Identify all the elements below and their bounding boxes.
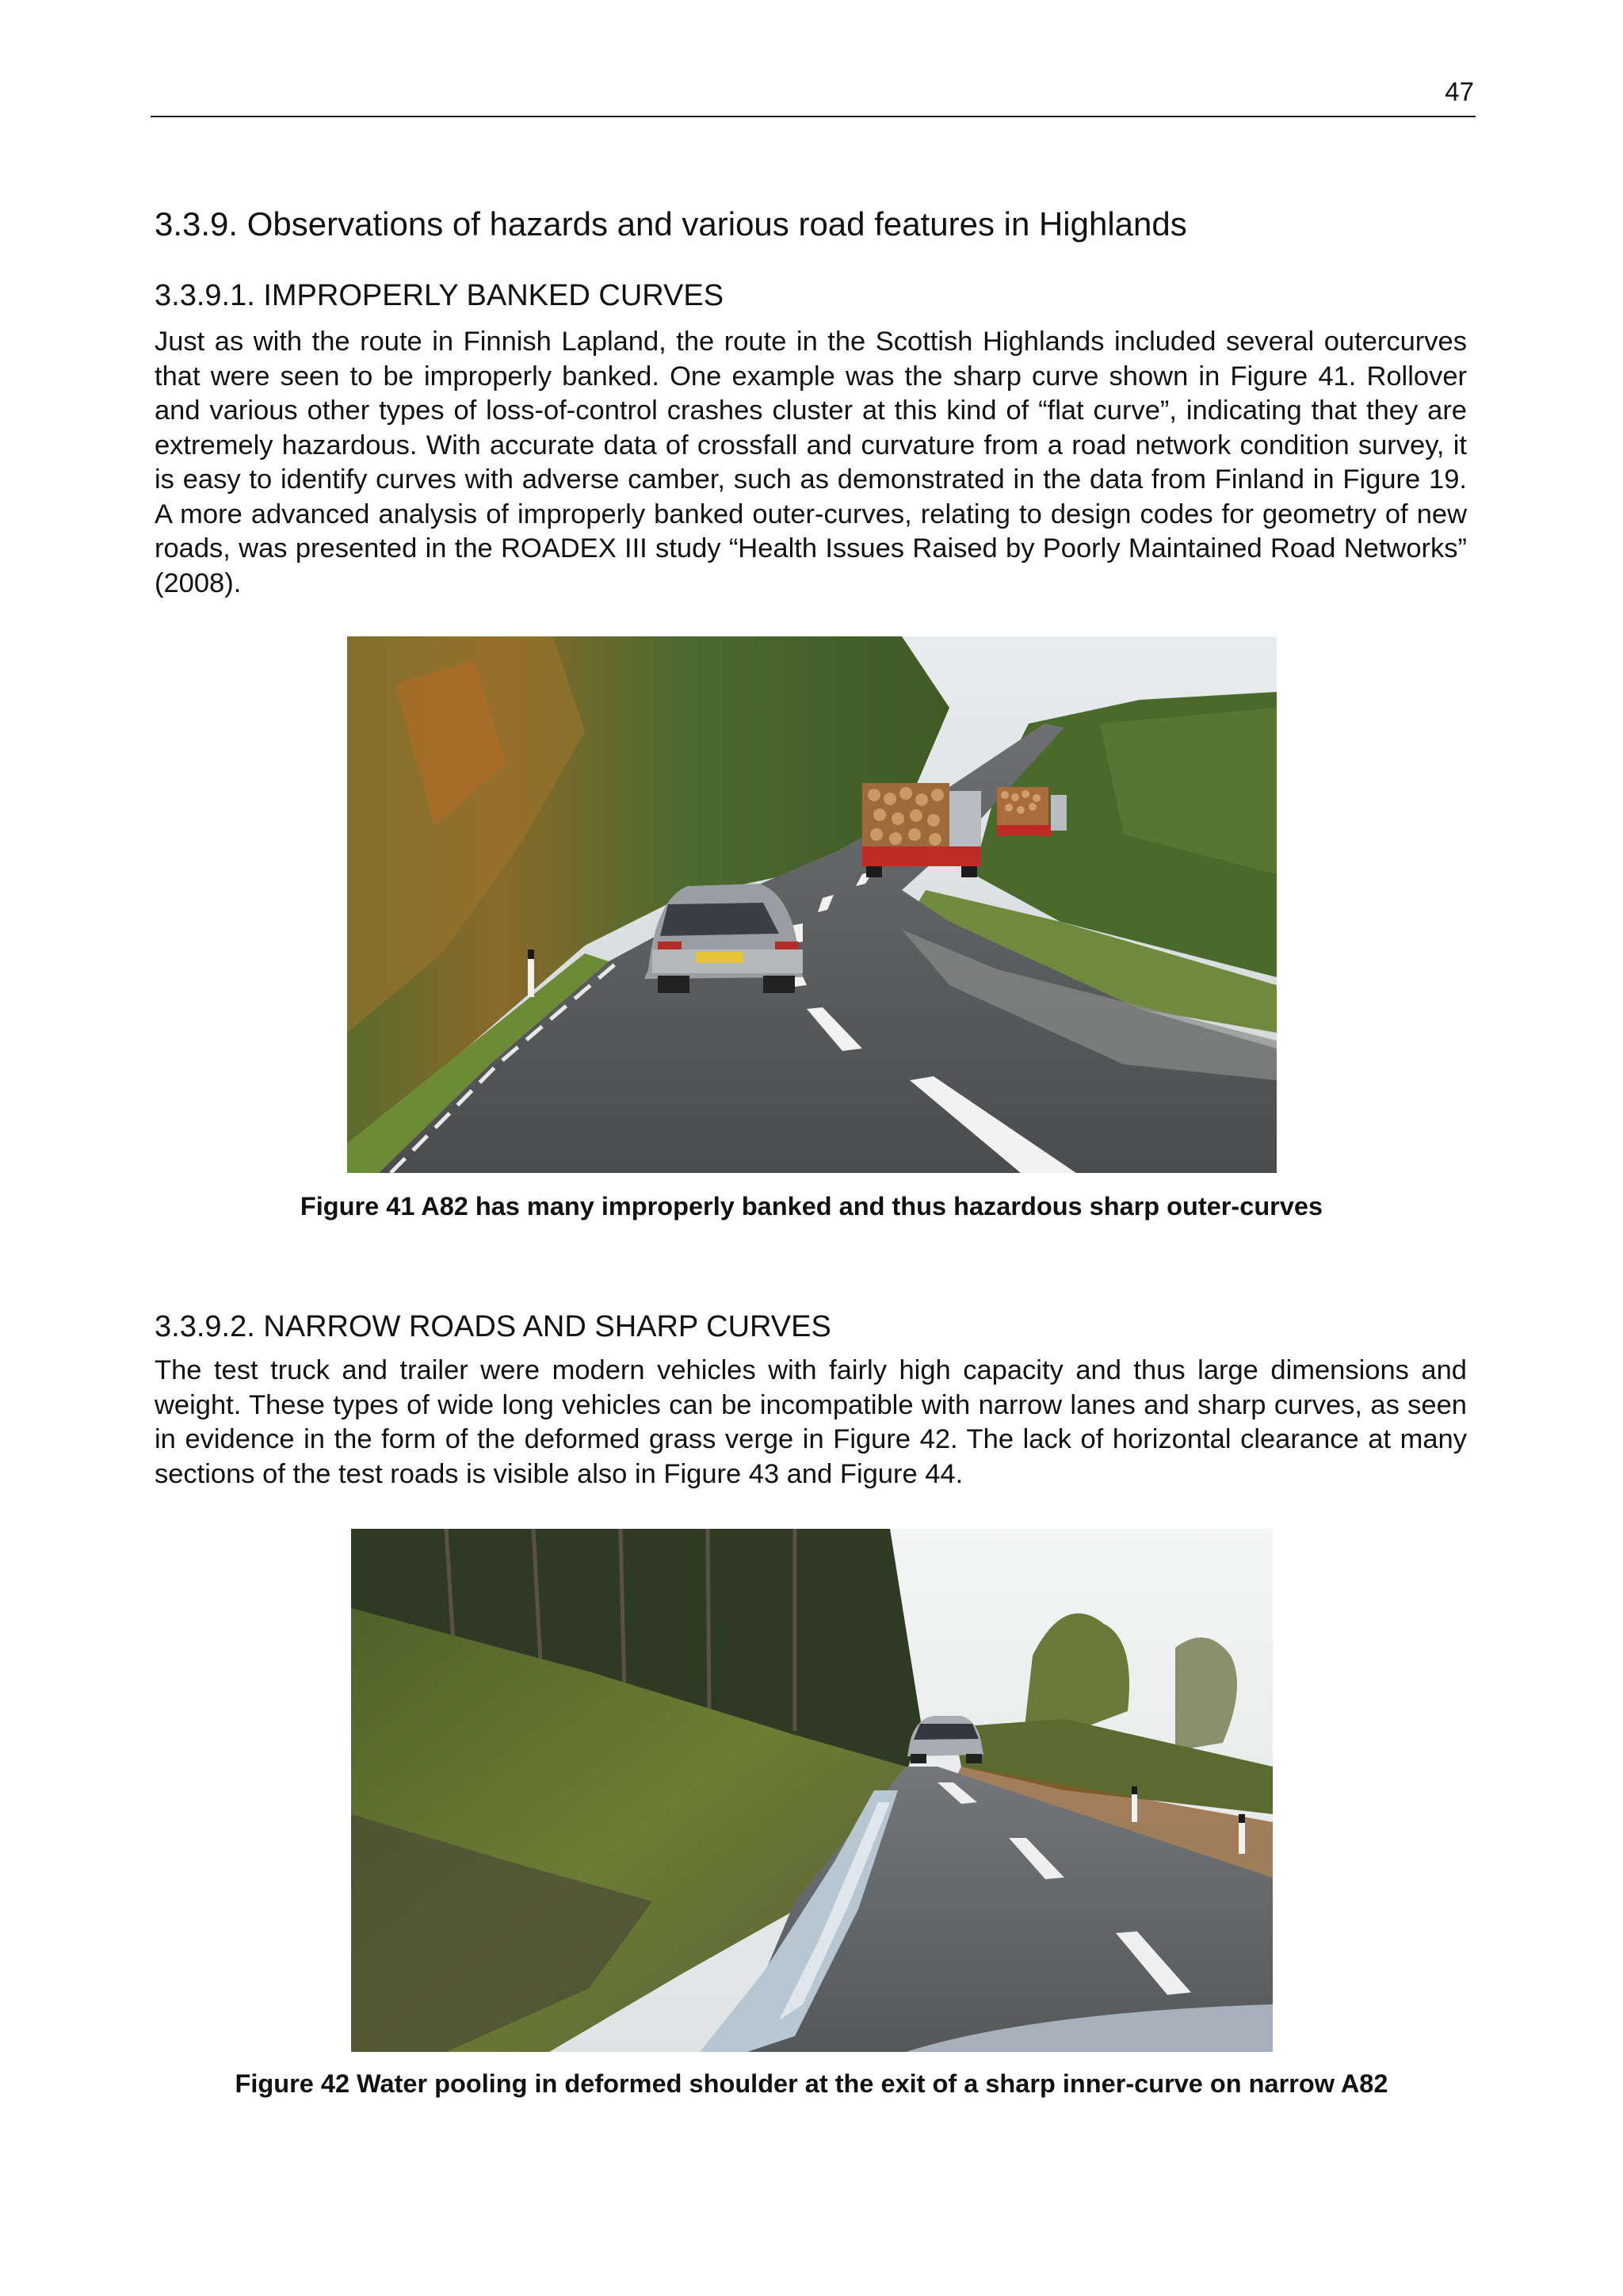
subsection-heading-narrow-roads: 3.3.9.2. NARROW ROADS AND SHARP CURVES: [155, 1310, 831, 1343]
figure-42-caption: Figure 42 Water pooling in deformed shoulder at the exit of a sharp inner-curve on narrow A82: [235, 2069, 1388, 2098]
subsection-heading-banked-curves: 3.3.9.1. IMPROPERLY BANKED CURVES: [155, 279, 724, 312]
section-heading: 3.3.9. Observations of hazards and various road features in Highlands: [155, 205, 1187, 243]
body-paragraph-banked-curves: Just as with the route in Finnish Lapland, the route in the Scottish Highlands included several outercurves that were seen to be improperly banked. One example was the sharp curve shown in Figure 41. Rollover and various other types of loss-of-control crashes cluster at this kind of “flat curve”, indicating that they are extremely hazardous. With accurate data of crossfall and curvature from a road network condition survey, it is easy to identify curves with adverse camber, such as demonstrated in the data from Finland in Figure 19. A more advanced analysis of improperly banked outer-curves, relating to design codes for geometry of new roads, was presented in the ROADEX III study “Health Issues Raised by Poorly Maintained Road Networks” (2008).: [155, 327, 1467, 598]
header-rule: [151, 116, 1476, 117]
figure-41-caption: Figure 41 A82 has many improperly banked and thus hazardous sharp outer-curves: [300, 1192, 1323, 1221]
page-number: 47: [1445, 77, 1474, 106]
figure-42-photo: [351, 1529, 1273, 2052]
figure-41-photo: [347, 636, 1277, 1173]
body-paragraph-narrow-roads: The test truck and trailer were modern vehicles with fairly high capacity and thus large dimensions and weight. These types of wide long vehicles can be incompatible with narrow lanes and sharp curves, as seen in evidence in the form of the deformed grass verge in Figure 42. The lack of horizontal clearance at many sections of the test roads is visible also in Figure 43 and Figure 44.: [155, 1355, 1467, 1489]
